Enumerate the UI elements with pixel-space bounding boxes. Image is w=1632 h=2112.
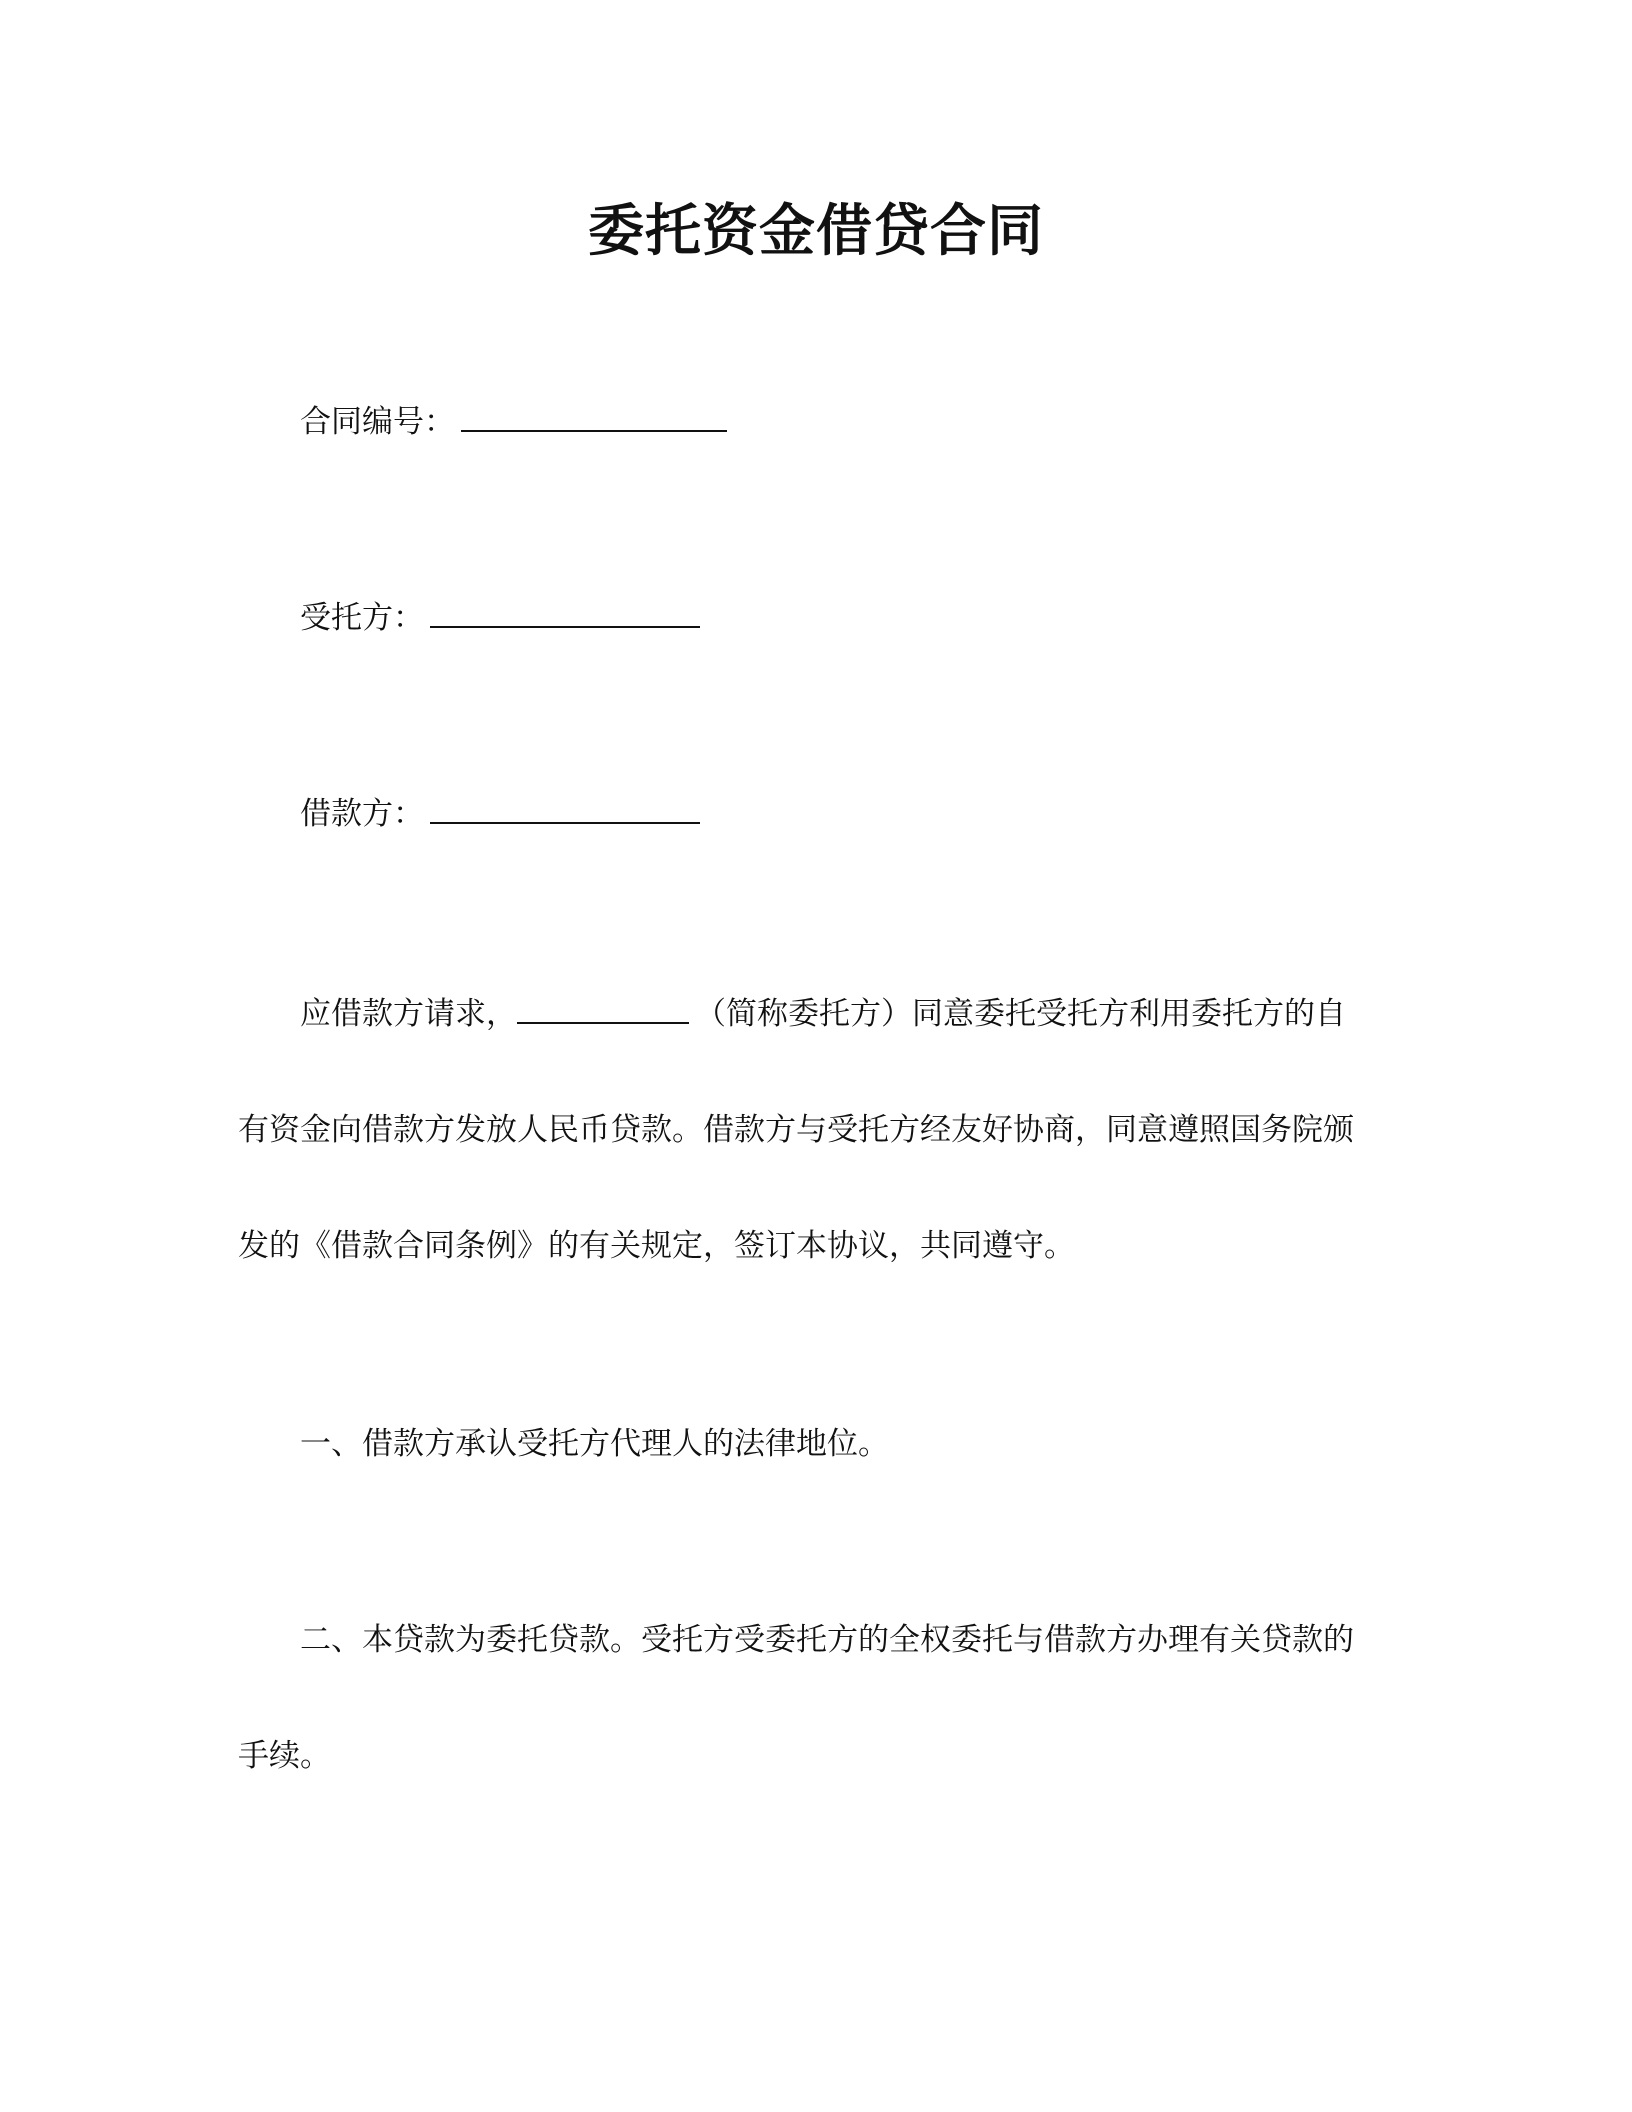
document-title: 委托资金借贷合同 xyxy=(588,199,1044,264)
preamble-line-3: 发的《借款合同条例》的有关规定，签订本协议，共同遵守。 xyxy=(238,1228,1075,1264)
clause-1: 一、借款方承认受托方代理人的法律地位。 xyxy=(300,1426,889,1462)
contract-number-label: 合同编号： xyxy=(300,404,455,440)
contract-number-blank xyxy=(461,400,727,432)
contract-number-field xyxy=(300,400,727,444)
borrower-label: 借款方： xyxy=(300,796,424,832)
trustee-field xyxy=(300,596,700,640)
entrusting-party-blank xyxy=(517,992,689,1024)
borrower-field xyxy=(300,792,700,836)
clause-2-line-2: 手续。 xyxy=(238,1738,331,1774)
clause-2-line-1: 二、本贷款为委托贷款。受托方受委托方的全权委托与借款方办理有关贷款的 xyxy=(300,1622,1354,1658)
preamble-line-1-end: （简称委托方）同意委托受托方利用委托方的自 xyxy=(695,996,1346,1032)
preamble-line-2: 有资金向借款方发放人民币贷款。借款方与受托方经友好协商，同意遵照国务院颁 xyxy=(238,1112,1354,1148)
trustee-label: 受托方： xyxy=(300,600,424,636)
trustee-blank xyxy=(430,596,700,628)
borrower-blank xyxy=(430,792,700,824)
preamble-line-1-start: 应借款方请求， xyxy=(300,996,517,1032)
preamble-line-1 xyxy=(300,992,1346,1036)
